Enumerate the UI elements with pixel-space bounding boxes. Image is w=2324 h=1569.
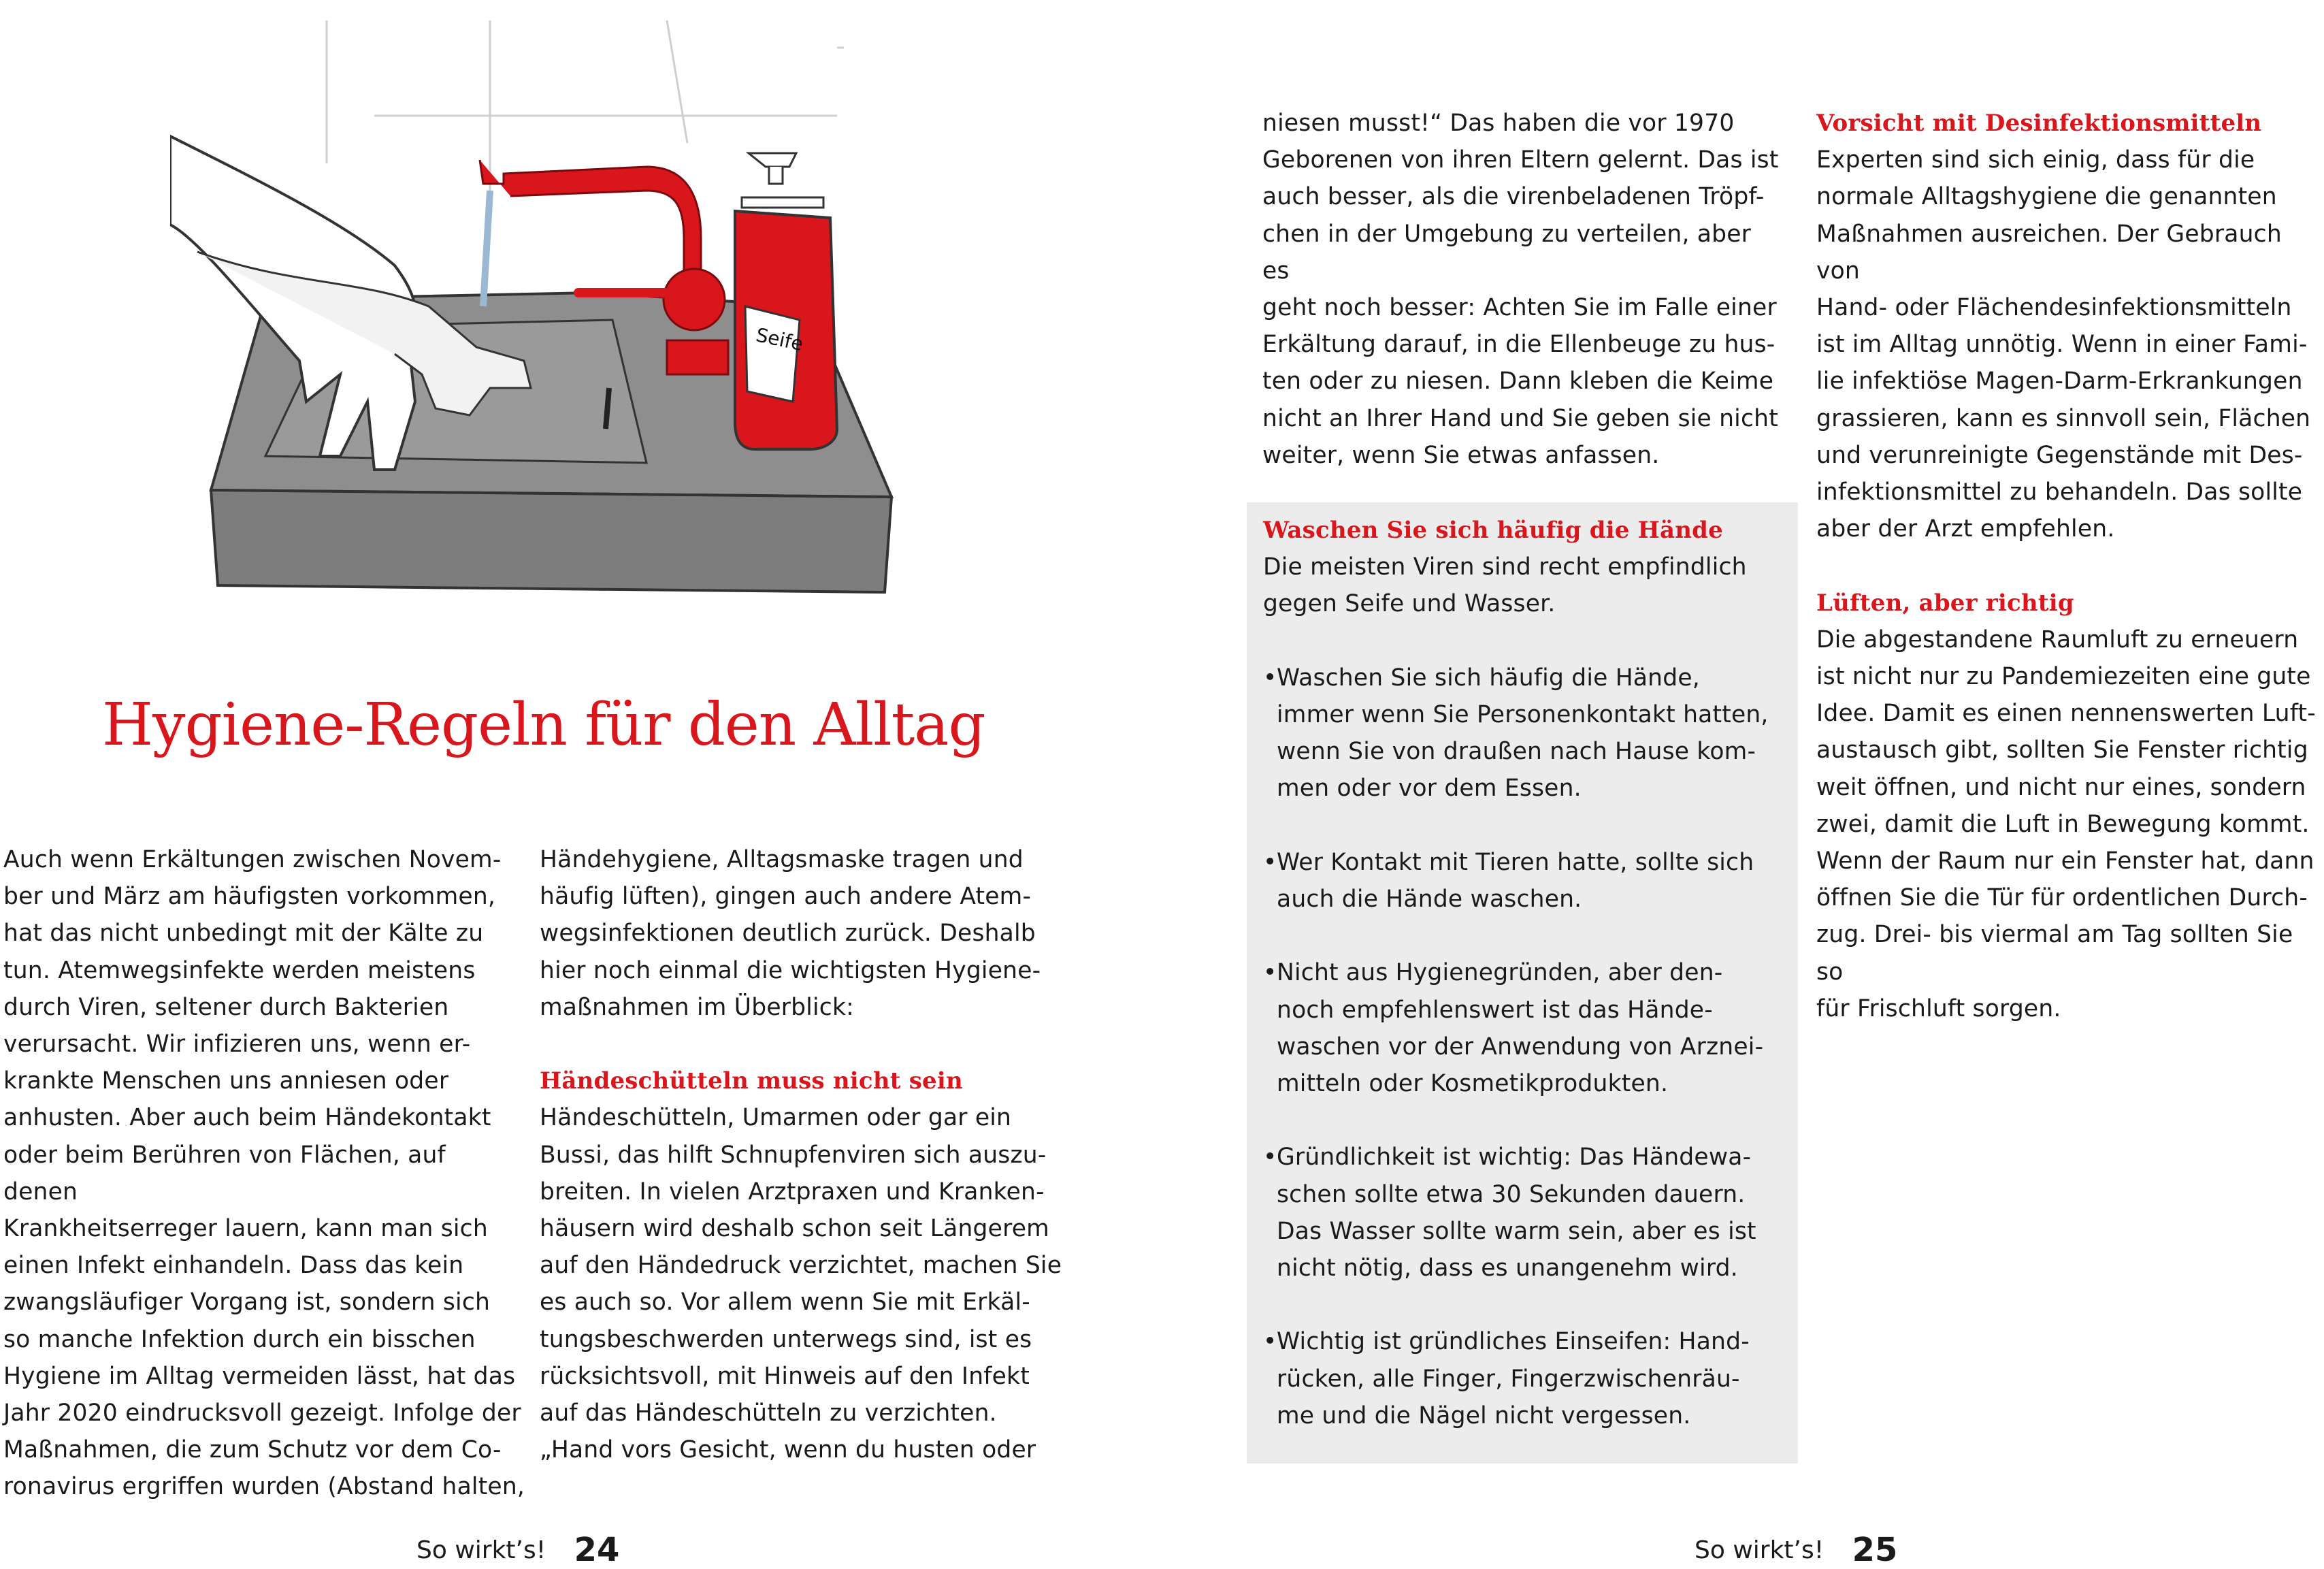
text-line: und verunreinigte Gegenstände mit Des- bbox=[1816, 441, 2303, 469]
text-line: durch Viren, seltener durch Bakterien bbox=[3, 993, 449, 1021]
column-4 bbox=[1816, 105, 2320, 1027]
bullet-item bbox=[1263, 1139, 1787, 1287]
text-line: ist im Alltag unnötig. Wenn in einer Fami- bbox=[1816, 331, 2308, 359]
text-line: wegsinfektionen deutlich zurück. Deshalb bbox=[540, 920, 1036, 948]
page-number: 24 bbox=[574, 1531, 620, 1569]
column-1 bbox=[3, 841, 527, 1506]
bullet-item bbox=[1263, 954, 1787, 1102]
page-footer-right bbox=[1695, 1528, 1898, 1569]
text-line: Die abgestandene Raumluft zu erneuern bbox=[1816, 626, 2299, 653]
text-line: Hand- oder Flächendesinfektionsmitteln bbox=[1816, 294, 2292, 322]
bullet-item bbox=[1263, 844, 1787, 918]
text-line: so manche Infektion durch ein bisschen bbox=[3, 1325, 476, 1353]
page-number: 25 bbox=[1852, 1531, 1898, 1569]
text-line: normale Alltagshygiene die genannten bbox=[1816, 183, 2277, 211]
text-line: häusern wird deshalb schon seit Längerem bbox=[540, 1215, 1049, 1243]
text-line: hat das nicht unbedingt mit der Kälte zu bbox=[3, 920, 484, 948]
bullet-line: noch empfehlenswert ist das Hände- bbox=[1277, 996, 1713, 1024]
bullet-dot-icon: • bbox=[1263, 1328, 1277, 1356]
bullet-line: Wichtig ist gründliches Einseifen: Hand- bbox=[1277, 1328, 1750, 1356]
ventilation-heading: Lüften, aber richtig bbox=[1816, 589, 2074, 617]
text-line: auf das Händeschütteln zu verzichten. bbox=[540, 1400, 997, 1427]
column-2-body bbox=[540, 1099, 1070, 1468]
text-line: Händehygiene, Alltagsmaske tragen und bbox=[540, 846, 1024, 873]
column-2-intro bbox=[540, 841, 1070, 1026]
text-line: weiter, wenn Sie etwas anfassen. bbox=[1262, 441, 1660, 469]
bullet-line: waschen vor der Anwendung von Arznei- bbox=[1277, 1033, 1764, 1061]
bullet-line: nicht nötig, dass es unangenehm wird. bbox=[1277, 1255, 1738, 1282]
text-line: Experten sind sich einig, dass für die bbox=[1816, 146, 2255, 174]
bullet-line: Waschen Sie sich häufig die Hände, bbox=[1277, 664, 1700, 692]
bullet-line: rücken, alle Finger, Fingerzwischenräu- bbox=[1277, 1365, 1740, 1393]
text-line: ten oder zu niesen. Dann kleben die Keime bbox=[1262, 368, 1774, 395]
text-line: Erkältung darauf, in die Ellenbeuge zu hus- bbox=[1262, 331, 1775, 359]
text-line: Wenn der Raum nur ein Fenster hat, dann bbox=[1816, 847, 2314, 875]
bullet-line: auch die Hände waschen. bbox=[1277, 886, 1582, 913]
bullet-list bbox=[1263, 660, 1787, 1434]
text-line: gegen Seife und Wasser. bbox=[1263, 590, 1556, 618]
footer-label: So wirkt’s! bbox=[1695, 1536, 1824, 1564]
text-line: Hygiene im Alltag vermeiden lässt, hat das bbox=[3, 1362, 516, 1390]
text-line: ber und März am häufigsten vorkommen, bbox=[3, 883, 496, 911]
bullet-dot-icon: • bbox=[1263, 959, 1277, 987]
bullet-line: men oder vor dem Essen. bbox=[1277, 775, 1582, 803]
text-line: Idee. Damit es einen nennenswerten Luft- bbox=[1816, 700, 2316, 728]
handshake-heading: Händeschütteln muss nicht sein bbox=[540, 1067, 963, 1095]
text-line: Auch wenn Erkältungen zwischen Novem- bbox=[3, 846, 502, 873]
text-line: niesen musst!“ Das haben die vor 1970 bbox=[1262, 110, 1735, 137]
handwashing-illustration bbox=[170, 20, 953, 613]
text-line: für Frischluft sorgen. bbox=[1816, 994, 2061, 1022]
text-line: rücksichtsvoll, mit Hinweis auf den Infekt bbox=[540, 1362, 1030, 1390]
text-line: Die meisten Viren sind recht empfindlich bbox=[1263, 553, 1747, 581]
text-line: oder beim Berühren von Flächen, auf denen bbox=[3, 1141, 446, 1206]
ventilation-body bbox=[1816, 621, 2320, 1027]
footer-label: So wirkt’s! bbox=[416, 1536, 546, 1564]
text-line: krankte Menschen uns anniesen oder bbox=[3, 1067, 449, 1095]
text-line: ronavirus ergriffen wurden (Abstand halten, bbox=[3, 1473, 525, 1501]
bullet-line: immer wenn Sie Personenkontakt hatten, bbox=[1277, 701, 1769, 728]
bullet-line: Das Wasser sollte warm sein, aber es ist bbox=[1277, 1217, 1756, 1245]
text-line: es auch so. Vor allem wenn Sie mit Erkäl- bbox=[540, 1289, 1030, 1316]
text-line: weit öffnen, und nicht nur eines, sondern bbox=[1816, 773, 2306, 801]
text-line: tungsbeschwerden unterwegs sind, ist es bbox=[540, 1325, 1032, 1353]
text-line: öffnen Sie die Tür für ordentlichen Durch- bbox=[1816, 884, 2308, 912]
text-line: lie infektiöse Magen-Darm-Erkrankungen bbox=[1816, 368, 2303, 395]
text-line: häufig lüften), gingen auch andere Atem- bbox=[540, 883, 1032, 911]
bullet-line: schen sollte etwa 30 Sekunden dauern. bbox=[1277, 1180, 1746, 1208]
bullet-line: me und die Nägel nicht vergessen. bbox=[1277, 1402, 1691, 1429]
text-line: zwei, damit die Luft in Bewegung kommt. bbox=[1816, 810, 2310, 838]
text-line: zug. Drei- bis viermal am Tag sollten Sie so bbox=[1816, 921, 2293, 986]
text-line: Maßnahmen, die zum Schutz vor dem Co- bbox=[3, 1436, 502, 1464]
text-line: grassieren, kann es sinnvoll sein, Flächen bbox=[1816, 404, 2311, 432]
text-line: geht noch besser: Achten Sie im Falle einer bbox=[1262, 294, 1777, 322]
text-line: Jahr 2020 eindrucksvoll gezeigt. Infolge der bbox=[3, 1400, 521, 1427]
text-line: hier noch einmal die wichtigsten Hygiene- bbox=[540, 956, 1041, 984]
text-line: chen in der Umgebung zu verteilen, aber es bbox=[1262, 220, 1752, 285]
bullet-item bbox=[1263, 660, 1787, 807]
text-line: austausch gibt, sollten Sie Fenster richtig bbox=[1816, 737, 2308, 764]
bullet-line: Wer Kontakt mit Tieren hatte, sollte sich bbox=[1277, 848, 1754, 876]
page-title: Hygiene-Regeln für den Alltag bbox=[102, 691, 985, 759]
text-line: „Hand vors Gesicht, wenn du husten oder bbox=[540, 1436, 1036, 1464]
text-line: tun. Atemwegsinfekte werden meistens bbox=[3, 956, 476, 984]
bullet-dot-icon: • bbox=[1263, 664, 1277, 692]
right-page bbox=[1162, 0, 2324, 1569]
bullet-line: Nicht aus Hygienegründen, aber den- bbox=[1277, 959, 1723, 987]
text-line: nicht an Ihrer Hand und Sie geben sie nicht bbox=[1262, 404, 1778, 432]
column-3-top bbox=[1262, 105, 1780, 474]
handwashing-info-box bbox=[1247, 502, 1798, 1463]
text-line: ist nicht nur zu Pandemiezeiten eine gute bbox=[1816, 663, 2311, 691]
text-line: Geborenen von ihren Eltern gelernt. Das ist bbox=[1262, 146, 1779, 174]
text-line: zwangsläufiger Vorgang ist, sondern sich bbox=[3, 1289, 491, 1316]
bullet-line: wenn Sie von draußen nach Hause kom- bbox=[1277, 738, 1756, 766]
bullet-item bbox=[1263, 1323, 1787, 1434]
column-2 bbox=[540, 841, 1070, 1468]
page-footer-left bbox=[416, 1528, 620, 1569]
text-line: breiten. In vielen Arztpraxen und Kranken- bbox=[540, 1178, 1045, 1206]
text-line: Händeschütteln, Umarmen oder gar ein bbox=[540, 1104, 1012, 1132]
bullet-dot-icon: • bbox=[1263, 1144, 1277, 1171]
text-line: Bussi, das hilft Schnupfenviren sich auszu- bbox=[540, 1141, 1047, 1169]
text-line: Maßnahmen ausreichen. Der Gebrauch von bbox=[1816, 220, 2282, 285]
bullet-line: mitteln oder Kosmetikprodukten. bbox=[1277, 1070, 1669, 1097]
text-line: infektionsmittel zu behandeln. Das sollte bbox=[1816, 479, 2303, 506]
text-line: verursacht. Wir infizieren uns, wenn er- bbox=[3, 1031, 471, 1058]
disinfectant-body bbox=[1816, 142, 2320, 547]
bullet-dot-icon: • bbox=[1263, 848, 1277, 876]
soap-label: Seife bbox=[753, 323, 806, 356]
text-line: aber der Arzt empfehlen. bbox=[1816, 515, 2115, 543]
text-line: maßnahmen im Überblick: bbox=[540, 993, 854, 1021]
text-line: einen Infekt einhandeln. Dass das kein bbox=[3, 1252, 464, 1280]
bullet-line: Gründlichkeit ist wichtig: Das Händewa- bbox=[1277, 1144, 1752, 1171]
box-heading: Waschen Sie sich häufig die Hände bbox=[1263, 517, 1723, 544]
text-line: anhusten. Aber auch beim Händekontakt bbox=[3, 1104, 491, 1132]
box-intro bbox=[1263, 549, 1787, 622]
disinfectant-heading: Vorsicht mit Desinfektionsmitteln bbox=[1816, 110, 2262, 137]
text-line: auch besser, als die virenbeladenen Tröpf- bbox=[1262, 183, 1765, 211]
text-line: Krankheitserreger lauern, kann man sich bbox=[3, 1215, 488, 1243]
text-line: auf den Händedruck verzichtet, machen Sie bbox=[540, 1252, 1062, 1280]
